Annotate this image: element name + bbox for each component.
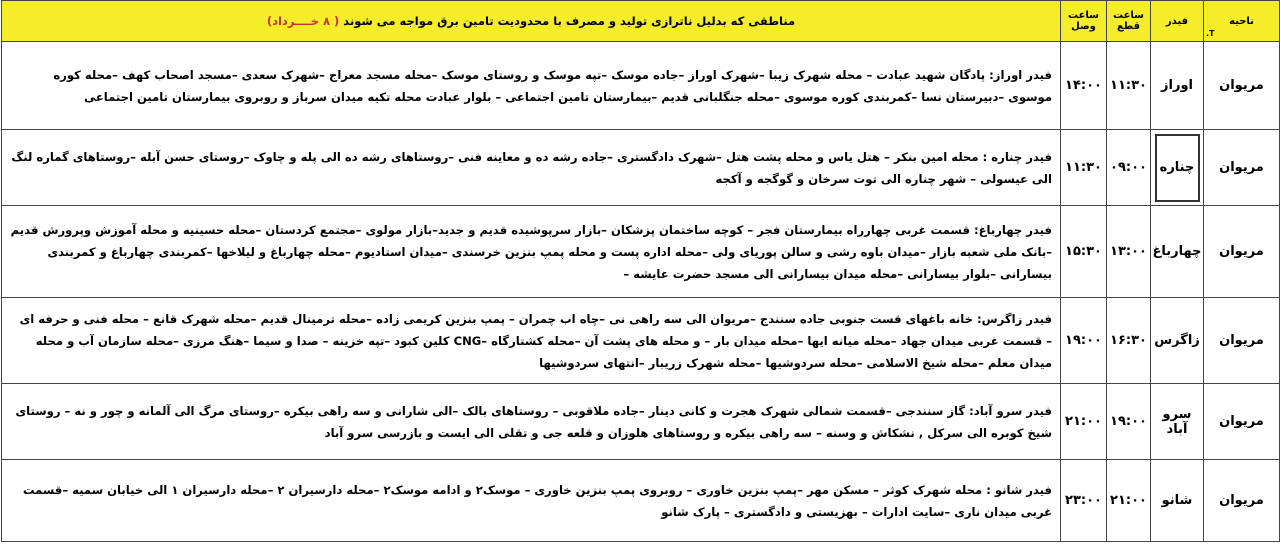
table-row	[2, 384, 1280, 460]
row-cut-time: ۱۱:۳۰	[1107, 42, 1151, 130]
row-connect-time: ۲۳:۰۰	[1061, 460, 1107, 542]
row-description: فیدر چهارباغ: قسمت غربی چهارراه بیمارستان فجر – کوچه ساختمان پزشکان –بازار سرپوشیده قدیم و جدید–بازار مولوی –مجتمع کردستان –محله حسینیه و محله آموزش وپرورش قدیم –بانک ملی شعبه بازار –میدان باوه رشی و سالن پوریای ولی –محله اداره پست و محله پمپ بنزین خرسندی –میدان استادیوم –محله چهارباغ و لیلاخها –کمربندی چهارباغ و کمربندی بیسارانی –بلوار بیسارانی –محله میدان بیسارانی الی مسجد حضرت عایشه –	[2, 206, 1061, 298]
row-cut-time: ۲۱:۰۰	[1107, 460, 1151, 542]
row-region: مریوان	[1204, 384, 1280, 460]
row-feeder: اوراز	[1151, 42, 1204, 130]
row-connect-time: ۲۱:۰۰	[1061, 384, 1107, 460]
table-row	[2, 130, 1280, 206]
row-cut-time: ۱۳:۰۰	[1107, 206, 1151, 298]
row-feeder: چهارباغ	[1151, 206, 1204, 298]
table-row	[2, 206, 1280, 298]
header-connect-time: ساعت وصل	[1061, 1, 1107, 42]
row-cut-time: ۱۶:۳۰	[1107, 298, 1151, 384]
row-cut-time: ۰۹:۰۰	[1107, 130, 1151, 206]
row-description: فیدر سرو آباد: گاز سنندجی –قسمت شمالی شهرک هجرت و کانی دینار –جاده ملاقوبی – روستاهای بالک –الی شارانی و سه راهی بیکره –روستای مرگ الی آلمانه و چور و نه – روستای شیخ کوبره الی سرکل , نشکاش و وسنه – سه راهی بیکره و روستاهای هلوزان و قلعه جی و تقلی الی ایست و بازرسی سرو آباد	[2, 384, 1061, 460]
header-region-label: ناحیه	[1229, 15, 1254, 27]
row-feeder: سرو آباد	[1151, 384, 1204, 460]
row-region: مریوان	[1204, 460, 1280, 542]
row-region: مریوان	[1204, 130, 1280, 206]
row-description: فیدر چناره : محله امین بنکر – هتل یاس و محله پشت هتل –شهرک دادگستری –جاده رشه ده و معاینه فنی –روستاهای رشه ده الی پله و چاوک –روستای حسن آبله –روستاهای گماره لنگ الی عیسولی – شهر چناره الی توت سرخان و گوگجه و آکجه	[2, 130, 1061, 206]
header-corner-mark: T.	[1206, 29, 1215, 38]
row-feeder: شانو	[1151, 460, 1204, 542]
header-feeder: فیدر	[1151, 1, 1204, 42]
header-cut-time: ساعت قطع	[1107, 1, 1151, 42]
title-text: مناطقی که بدلیل ناترازی تولید و مصرف با محدودیت تامین برق مواجه می شوند	[343, 14, 796, 28]
row-region: مریوان	[1204, 42, 1280, 130]
row-cut-time: ۱۹:۰۰	[1107, 384, 1151, 460]
table-row	[2, 298, 1280, 384]
header-title	[2, 1, 1061, 42]
outage-table	[1, 0, 1280, 542]
row-region: مریوان	[1204, 298, 1280, 384]
header-region	[1204, 1, 1280, 42]
table-header-row	[2, 1, 1280, 42]
row-connect-time: ۱۱:۳۰	[1061, 130, 1107, 206]
row-description: فیدر اوراز: پادگان شهید عبادت – محله شهرک زیبا –شهرک اوراز –جاده موسک –تپه موسک و روستای موسک –محله مسجد معراج –شهرک سعدی –مسجد اصحاب کهف –محله کوره موسوی –دبیرستان نسا –کمربندی کوره موسوی –محله جنگلبانی قدیم –بیمارستان تامین اجتماعی – بلوار عبادت محله تکیه میدان سرباز و روبروی بیمارستان تامین اجتماعی	[2, 42, 1061, 130]
row-description: فیدر شانو : محله شهرک کوثر – مسکن مهر –پمپ بنزین خاوری – روبروی پمپ بنزین خاوری – موسک۲ و ادامه موسک۲ –محله دارسیران ۲ –محله دارسیران ۱ الی خیابان سمیه –قسمت غربی میدان ناری –سایت ادارات – بهزیستی و دادگستری – پارک شانو	[2, 460, 1061, 542]
row-feeder-selected[interactable]: چناره	[1151, 130, 1204, 206]
row-region: مریوان	[1204, 206, 1280, 298]
row-connect-time: ۱۴:۰۰	[1061, 42, 1107, 130]
row-description: فیدر زاگرس: خانه باغهای قست جنوبی جاده سنندج –مریوان الی سه راهی نی –چاه اب چمران – پمپ بنزین کریمی زاده –محله ترمینال قدیم –محله شهرک قانع – محله فنی و حرفه ای – قسمت غربی میدان جهاد –محله میانه ایها –محله میدان بار – و محله های پشت آن –محله کشتارگاه –CNG کلین کبود –تپه خزینه – صدا و سیما –هنگ مرزی –محله سازمان آب و محله میدان معلم –محله شیخ الاسلامی –محله سردوشیها –محله شهرک زریبار –انتهای سردوشیها	[2, 298, 1061, 384]
row-connect-time: ۱۵:۳۰	[1061, 206, 1107, 298]
row-connect-time: ۱۹:۰۰	[1061, 298, 1107, 384]
table-row	[2, 460, 1280, 542]
table-row	[2, 42, 1280, 130]
title-date: ( ۸ خــــرداد)	[266, 14, 340, 28]
row-feeder: زاگرس	[1151, 298, 1204, 384]
